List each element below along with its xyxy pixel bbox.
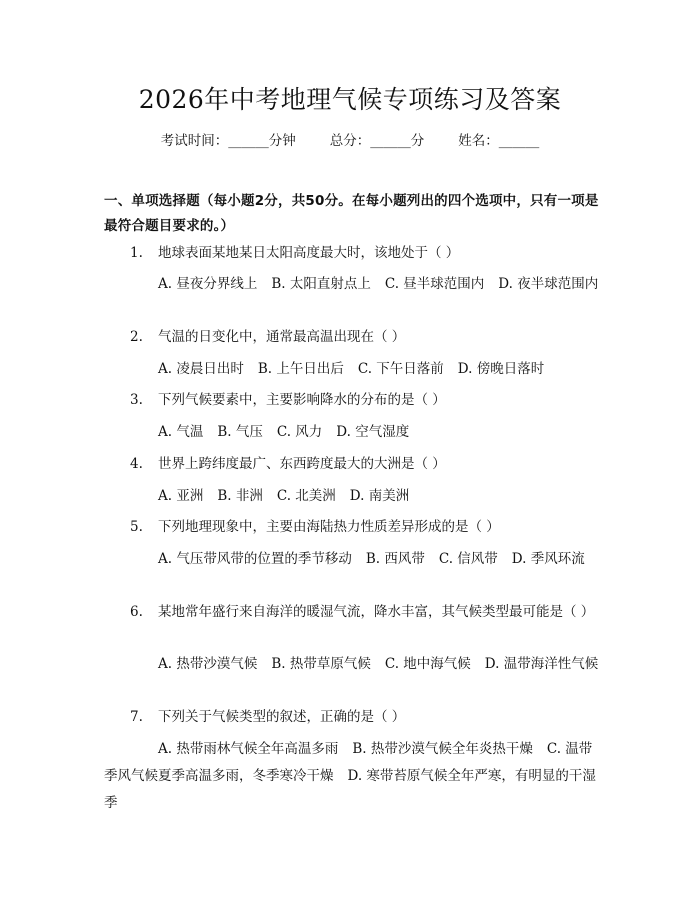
option-c: C. 信风带 — [438, 551, 498, 567]
option-b: B. 西风带 — [365, 551, 425, 567]
question-options — [104, 483, 600, 510]
question-number: 7. — [130, 709, 143, 725]
option-a: A. 昼夜分界线上 — [158, 276, 258, 292]
option-a: A. 亚洲 — [158, 488, 204, 504]
question-stem — [104, 324, 600, 351]
question-options — [104, 736, 600, 817]
question-number: 5. — [130, 519, 143, 535]
page-title: 2026年中考地理气候专项练习及答案 — [138, 85, 562, 114]
question-stem — [104, 704, 600, 731]
question-stem — [104, 514, 600, 541]
option-a: A. 气压带风带的位置的季节移动 — [158, 551, 352, 567]
question-options — [104, 271, 600, 298]
option-b: B. 热带沙漠气候全年炎热干燥 — [352, 741, 533, 757]
option-a: A. 凌晨日出时 — [158, 361, 244, 377]
question-stem — [104, 240, 600, 267]
question-options — [104, 356, 600, 383]
question-text: 某地常年盛行来自海洋的暖湿气流，降水丰富，其气候类型最可能是（ ） — [158, 604, 595, 620]
question-number: 1. — [130, 245, 143, 261]
option-b: B. 上午日出后 — [257, 361, 344, 377]
option-d: D. 夜半球范围内 — [498, 276, 599, 292]
option-b: B. 气压 — [217, 424, 263, 440]
question-options — [104, 419, 600, 446]
option-a: A. 热带沙漠气候 — [158, 656, 258, 672]
option-d: D. 季风环流 — [511, 551, 585, 567]
option-b: B. 非洲 — [217, 488, 263, 504]
option-c: C. 温带季风气候夏季高温多雨，冬季寒冷干燥 — [104, 741, 593, 784]
option-b: B. 热带草原气候 — [271, 656, 371, 672]
option-d: D. 温带海洋性气候 — [484, 656, 599, 672]
question-text: 下列气候要素中，主要影响降水的分布的是（ ） — [158, 392, 446, 408]
question-number: 2. — [130, 329, 143, 345]
option-d: D. 寒带苔原气候全年严寒，有明显的干湿季 — [104, 768, 596, 811]
question-number: 4. — [130, 456, 143, 472]
option-c: C. 昼半球范围内 — [384, 276, 485, 292]
question-text: 气温的日变化中，通常最高温出现在（ ） — [158, 329, 406, 345]
option-d: D. 南美洲 — [349, 488, 410, 504]
question-number: 3. — [130, 392, 143, 408]
option-c: C. 地中海气候 — [384, 656, 471, 672]
option-d: D. 傍晚日落时 — [457, 361, 545, 377]
question-text: 下列地理现象中，主要由海陆热力性质差异形成的是（ ） — [158, 519, 500, 535]
total-score-label: 总分：______分 — [329, 133, 425, 149]
question-text: 地球表面某地某日太阳高度最大时，该地处于（ ） — [158, 245, 460, 261]
option-a: A. 气温 — [158, 424, 204, 440]
question-text: 世界上跨纬度最广、东西跨度最大的大洲是（ ） — [158, 456, 446, 472]
option-c: C. 风力 — [276, 424, 323, 440]
question-stem — [104, 387, 600, 414]
option-c: C. 下午日落前 — [357, 361, 444, 377]
question-number: 6. — [130, 604, 143, 620]
option-a: A. 热带雨林气候全年高温多雨 — [158, 741, 339, 757]
question-text: 下列关于气候类型的叙述，正确的是（ ） — [158, 709, 406, 725]
section-heading: 一、单项选择题（每小题2分，共50分。在每小题列出的四个选项中，只有一项是最符合题目要求的。） — [104, 193, 599, 234]
student-name-label: 姓名：______ — [458, 133, 540, 149]
question-options — [104, 546, 600, 573]
option-c: C. 北美洲 — [276, 488, 336, 504]
question-options — [104, 651, 600, 678]
question-stem — [104, 599, 600, 626]
exam-time-label: 考试时间：______分钟 — [160, 133, 296, 149]
exam-info-line — [0, 130, 700, 152]
option-d: D. 空气湿度 — [336, 424, 410, 440]
option-b: B. 太阳直射点上 — [271, 276, 371, 292]
question-stem — [104, 451, 600, 478]
